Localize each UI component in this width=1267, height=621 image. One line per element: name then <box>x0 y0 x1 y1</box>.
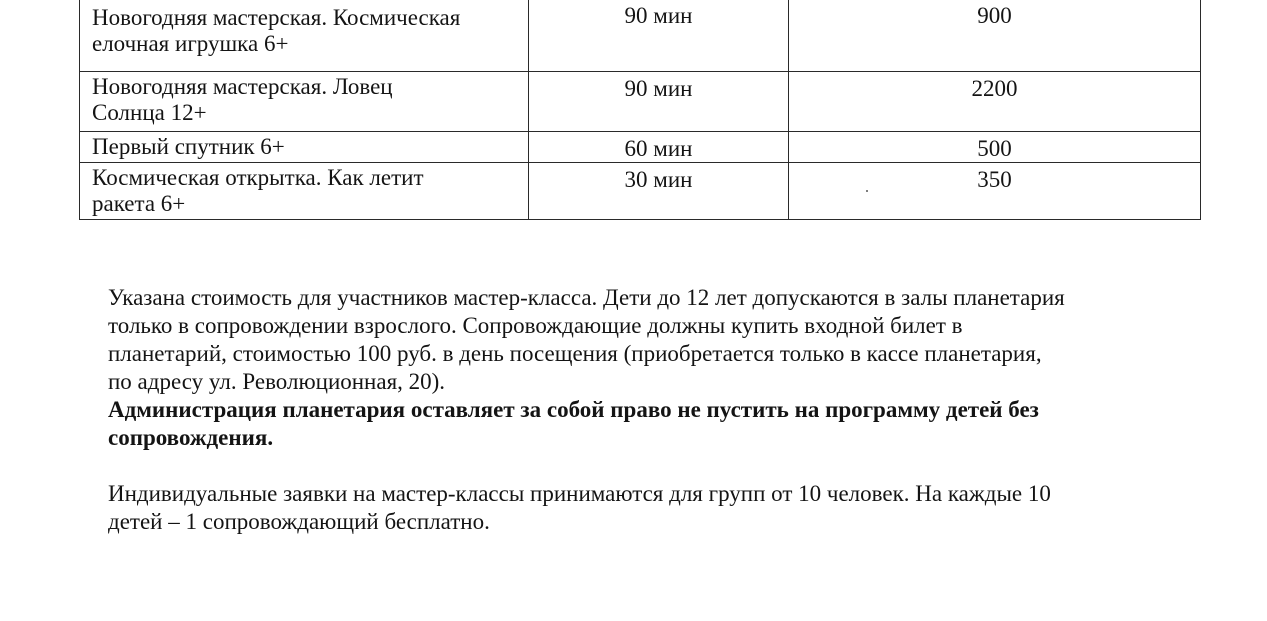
program-name-line: елочная игрушка 6+ <box>92 31 289 56</box>
price-cell: 500 <box>789 132 1201 163</box>
group-requests-paragraph <box>108 480 1198 536</box>
program-name-line: Солнца 12+ <box>92 100 207 125</box>
duration-cell: 60 мин <box>529 132 789 163</box>
program-name-line: ракета 6+ <box>92 191 186 216</box>
scan-speck <box>866 190 868 192</box>
program-name-cell <box>80 0 529 72</box>
text-line: сопровождения. <box>108 425 274 450</box>
table-row <box>80 132 1201 163</box>
program-name-line: Космическая открытка. Как летит <box>92 165 424 190</box>
text-line: детей – 1 сопровождающий бесплатно. <box>108 509 490 534</box>
price-cell: 900 <box>789 0 1201 72</box>
program-name-cell <box>80 132 529 163</box>
text-line: только в сопровождении взрослого. Сопровождающие должны купить входной билет в <box>108 313 963 338</box>
duration-cell: 90 мин <box>529 0 789 72</box>
text-line: по адресу ул. Революционная, 20). <box>108 369 446 394</box>
program-name-line: Новогодняя мастерская. Ловец <box>92 74 393 99</box>
text-line: планетарий, стоимостью 100 руб. в день посещения (приобретается только в кассе планетария, <box>108 341 1042 366</box>
duration-cell: 90 мин <box>529 72 789 132</box>
program-name-line: Первый спутник 6+ <box>92 134 285 159</box>
price-table <box>79 0 1201 220</box>
duration-cell: 30 мин <box>529 163 789 220</box>
table-row <box>80 163 1201 220</box>
table-row <box>80 72 1201 132</box>
price-cell: 350 <box>789 163 1201 220</box>
cost-note-paragraph <box>108 284 1198 396</box>
program-name-line: Новогодняя мастерская. Космическая <box>92 5 461 30</box>
text-line: Администрация планетария оставляет за собой право не пустить на программу детей без <box>108 397 1039 422</box>
text-line: Указана стоимость для участников мастер-класса. Дети до 12 лет допускаются в залы планетария <box>108 285 1065 310</box>
price-cell: 2200 <box>789 72 1201 132</box>
program-name-cell <box>80 163 529 220</box>
notes-section <box>108 284 1198 536</box>
administration-warning <box>108 396 1198 452</box>
table-row <box>80 0 1201 72</box>
text-line: Индивидуальные заявки на мастер-классы принимаются для групп от 10 человек. На каждые 10 <box>108 481 1051 506</box>
program-name-cell <box>80 72 529 132</box>
